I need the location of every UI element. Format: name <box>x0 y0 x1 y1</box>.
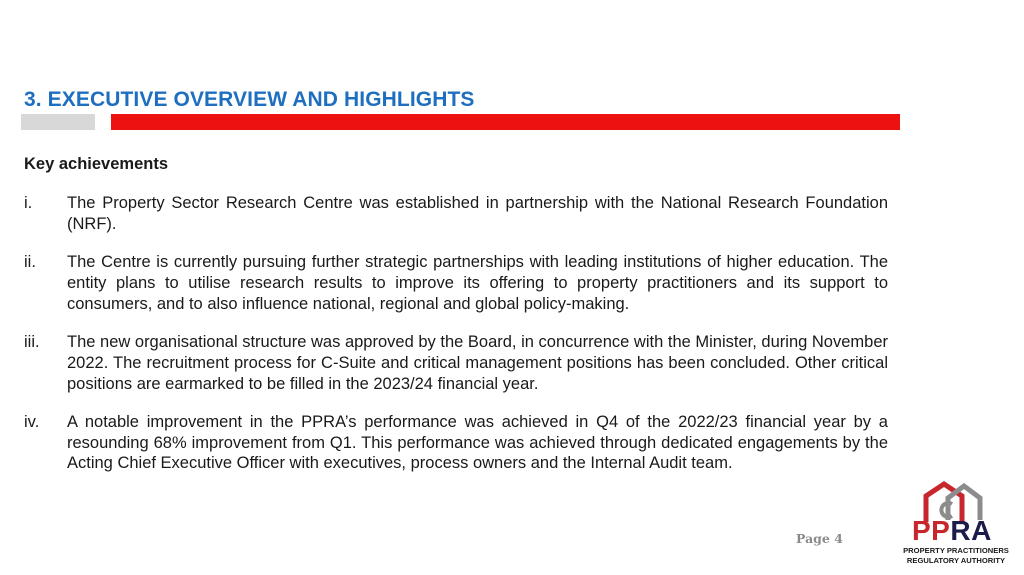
logo-word-part1: PP <box>912 515 951 546</box>
list-item <box>24 252 888 314</box>
title-underline-red <box>111 114 900 130</box>
list-item-text: The Property Sector Research Centre was established in partnership with the National Research Foundation (NRF). <box>67 194 888 233</box>
ppra-logo <box>896 478 1016 570</box>
list-item-number: iii. <box>24 332 40 351</box>
achievements-list <box>24 193 888 492</box>
title-underline-grey <box>21 114 95 130</box>
list-item-number: ii. <box>24 253 36 272</box>
page-number: Page 4 <box>796 531 843 546</box>
section-heading: Key achievements <box>24 155 168 173</box>
list-item <box>24 193 888 235</box>
list-item-number: iv. <box>24 412 40 431</box>
logo-word-part2: RA <box>950 515 992 546</box>
list-item <box>24 332 888 394</box>
list-item-number: i. <box>24 194 33 212</box>
list-item-text: A notable improvement in the PPRA’s performance was achieved in Q4 of the 2022/23 financial year by a resounding 68% improvement from Q1. This performance was achieved through dedicated engagements by the Acting Chief Executive Officer with executives, process owners and the Internal Audit team. <box>67 412 888 473</box>
logo-subtitle-line1: PROPERTY PRACTITIONERS <box>903 546 1009 555</box>
list-item-text: The new organisational structure was approved by the Board, in concurrence with the Minister, during November 2022. The recruitment process for C-Suite and critical management positions has been concluded. Other critical positions are earmarked to be filled in the 2023/24 financial year. <box>67 332 888 393</box>
logo-subtitle <box>896 546 1016 566</box>
logo-subtitle-line2: REGULATORY AUTHORITY <box>906 556 1006 565</box>
logo-wordmark <box>912 516 992 546</box>
list-item <box>24 412 888 474</box>
list-item-text: The Centre is currently pursuing further strategic partnerships with leading institutions of higher education. The entity plans to utilise research results to improve its offering to property practitioners and its support to consumers, and to also influence national, regional and global policy-making. <box>67 253 888 313</box>
page-title: 3. EXECUTIVE OVERVIEW AND HIGHLIGHTS <box>24 88 475 111</box>
